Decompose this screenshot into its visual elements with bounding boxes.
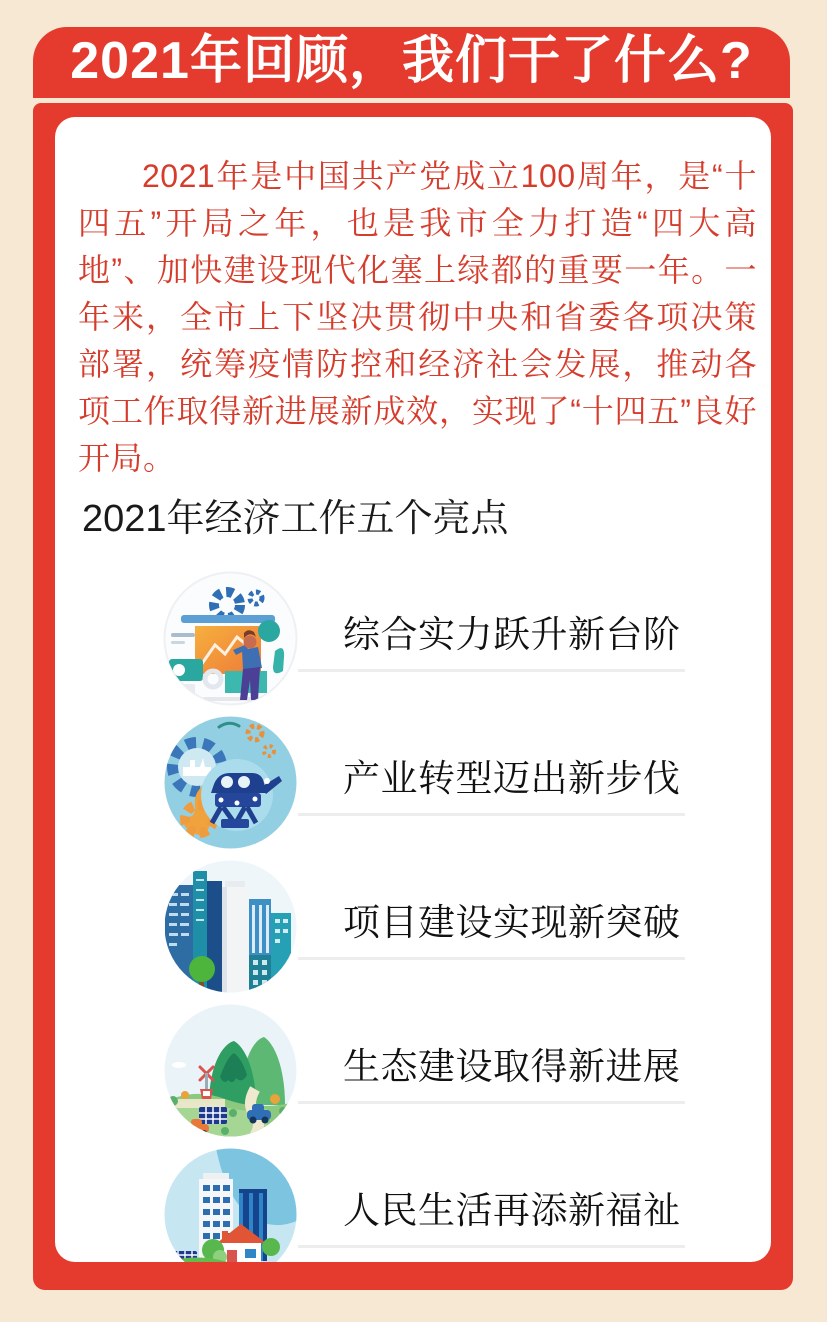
highlight-label-underline	[298, 1190, 685, 1248]
highlight-label-underline	[298, 614, 685, 672]
highlight-label: 项目建设实现新突破	[343, 902, 681, 944]
industry-gears-icon	[163, 715, 298, 850]
highlight-label: 人民生活再添新福祉	[343, 1190, 681, 1232]
header-banner	[33, 27, 790, 98]
highlight-label-underline	[298, 758, 685, 816]
highlight-row	[55, 1142, 771, 1262]
eco-landscape-icon	[163, 1003, 298, 1138]
highlight-row	[55, 566, 771, 710]
highlight-label-underline	[298, 1046, 685, 1104]
content-panel	[55, 117, 771, 1262]
residential-life-icon	[163, 1147, 298, 1263]
section-title: 2021年经济工作五个亮点	[82, 498, 509, 540]
city-buildings-icon	[163, 859, 298, 994]
content-frame	[33, 103, 793, 1290]
page-title: 2021年回顾，我们干了什么?	[70, 31, 753, 90]
highlight-row	[55, 854, 771, 998]
highlight-row	[55, 998, 771, 1142]
highlight-label: 生态建设取得新进展	[343, 1046, 681, 1088]
highlight-row	[55, 710, 771, 854]
highlight-list	[55, 566, 771, 1262]
highlight-label-underline	[298, 902, 685, 960]
highlight-label: 综合实力跃升新台阶	[343, 614, 681, 656]
intro-paragraph: 2021年是中国共产党成立100周年，是“十四五”开局之年，也是我市全力打造“四大高地”、加快建设现代化塞上绿都的重要一年。一年来，全市上下坚决贯彻中央和省委各项决策部署，统筹疫情防控和经济社会发展，推动各项工作取得新进展新成效，实现了“十四五”良好开局。	[78, 158, 757, 476]
highlight-label: 产业转型迈出新步伐	[343, 758, 681, 800]
presentation-chart-icon	[163, 571, 298, 706]
